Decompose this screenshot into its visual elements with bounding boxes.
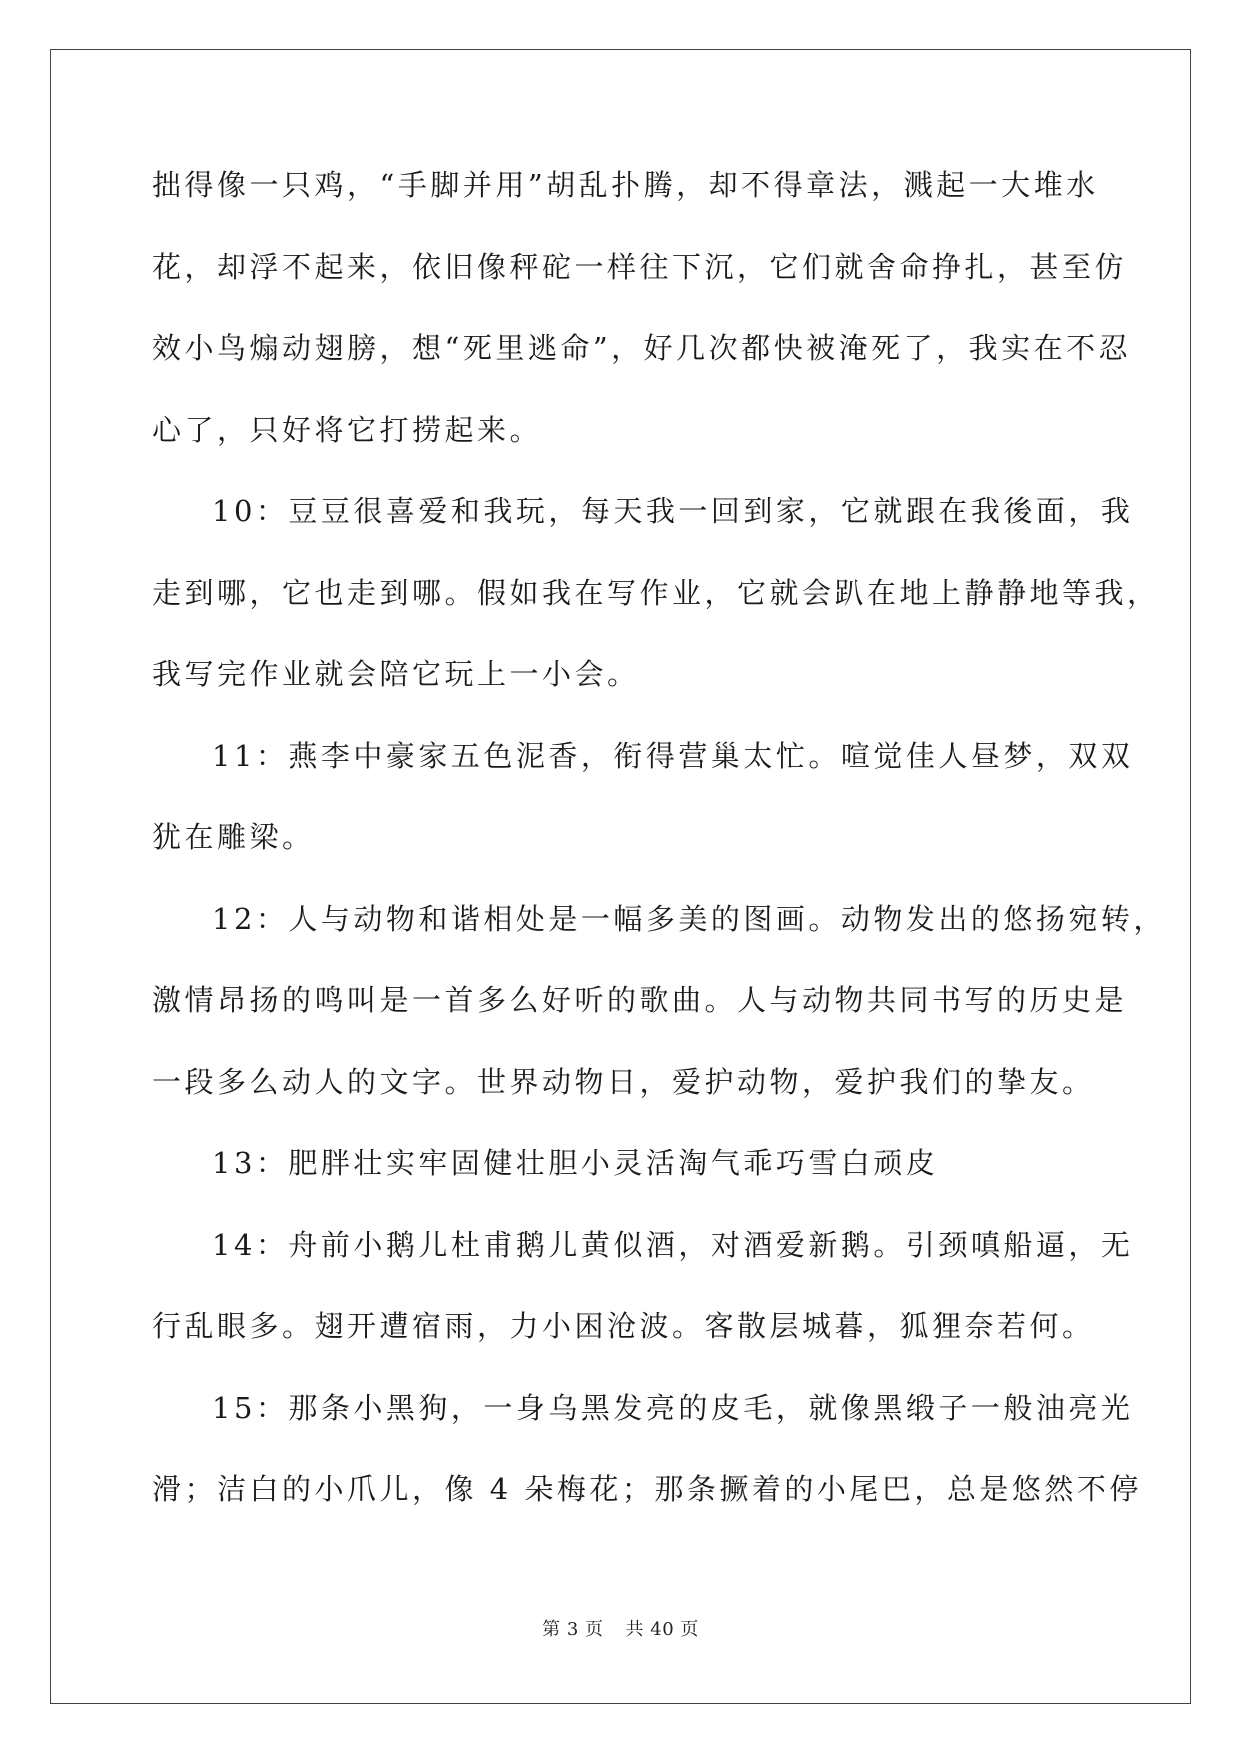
paragraph-12-start: 12：人与动物和谐相处是一幅多美的图画。动物发出的悠扬宛转， xyxy=(212,901,1166,936)
paragraph-10-start: 10：豆豆很喜爱和我玩，每天我一回到家，它就跟在我後面，我 xyxy=(212,494,1134,528)
page-footer xyxy=(0,1615,1241,1641)
text-line: 激情昂扬的鸣叫是一首多么好听的歌曲。人与动物共同书写的历史是 xyxy=(152,983,1128,1017)
document-body xyxy=(152,160,1166,1546)
text-line: 效小鸟煽动翅膀，想“死里逃命”，好几次都快被淹死了，我实在不忍 xyxy=(152,331,1132,365)
current-page-number: 第 3 页 xyxy=(542,1619,604,1640)
text-line: 我写完作业就会陪它玩上一小会。 xyxy=(152,657,640,691)
text-line: 滑；洁白的小爪儿，像 4 朵梅花；那条撅着的小尾巴，总是悠然不停 xyxy=(152,1472,1142,1506)
paragraph-15-start: 15：那条小黑狗，一身乌黑发亮的皮毛，就像黑缎子一般油亮光 xyxy=(212,1390,1134,1425)
text-line: 行乱眼多。翅开遭宿雨，力小困沧波。客散层城暮，狐狸奈若何。 xyxy=(152,1309,1095,1343)
total-page-count: 共 40 页 xyxy=(625,1619,699,1640)
paragraph-13-start: 13：肥胖壮实牢固健壮胆小灵活淘气乖巧雪白顽皮 xyxy=(212,1146,939,1180)
text-line: 走到哪，它也走到哪。假如我在写作业，它就会趴在地上静静地等我， xyxy=(152,575,1160,610)
paragraph-11-start: 11：燕李中豪家五色泥香，衔得营巢太忙。喧觉佳人昼梦，双双 xyxy=(212,738,1134,773)
text-line: 心了，只好将它打捞起来。 xyxy=(152,412,543,447)
text-line: 一段多么动人的文字。世界动物日，爱护动物，爱护我们的挚友。 xyxy=(152,1064,1095,1099)
text-line: 拙得像一只鸡，“手脚并用”胡乱扑腾，却不得章法，溅起一大堆水 xyxy=(152,168,1099,202)
paragraph-14-start: 14：舟前小鹅儿杜甫鹅儿黄似酒，对酒爱新鹅。引颈嗔船逼，无 xyxy=(212,1227,1134,1262)
text-line: 花，却浮不起来，依旧像秤砣一样往下沉，它们就舍命挣扎，甚至仿 xyxy=(152,249,1128,284)
text-line: 犹在雕梁。 xyxy=(152,820,315,854)
